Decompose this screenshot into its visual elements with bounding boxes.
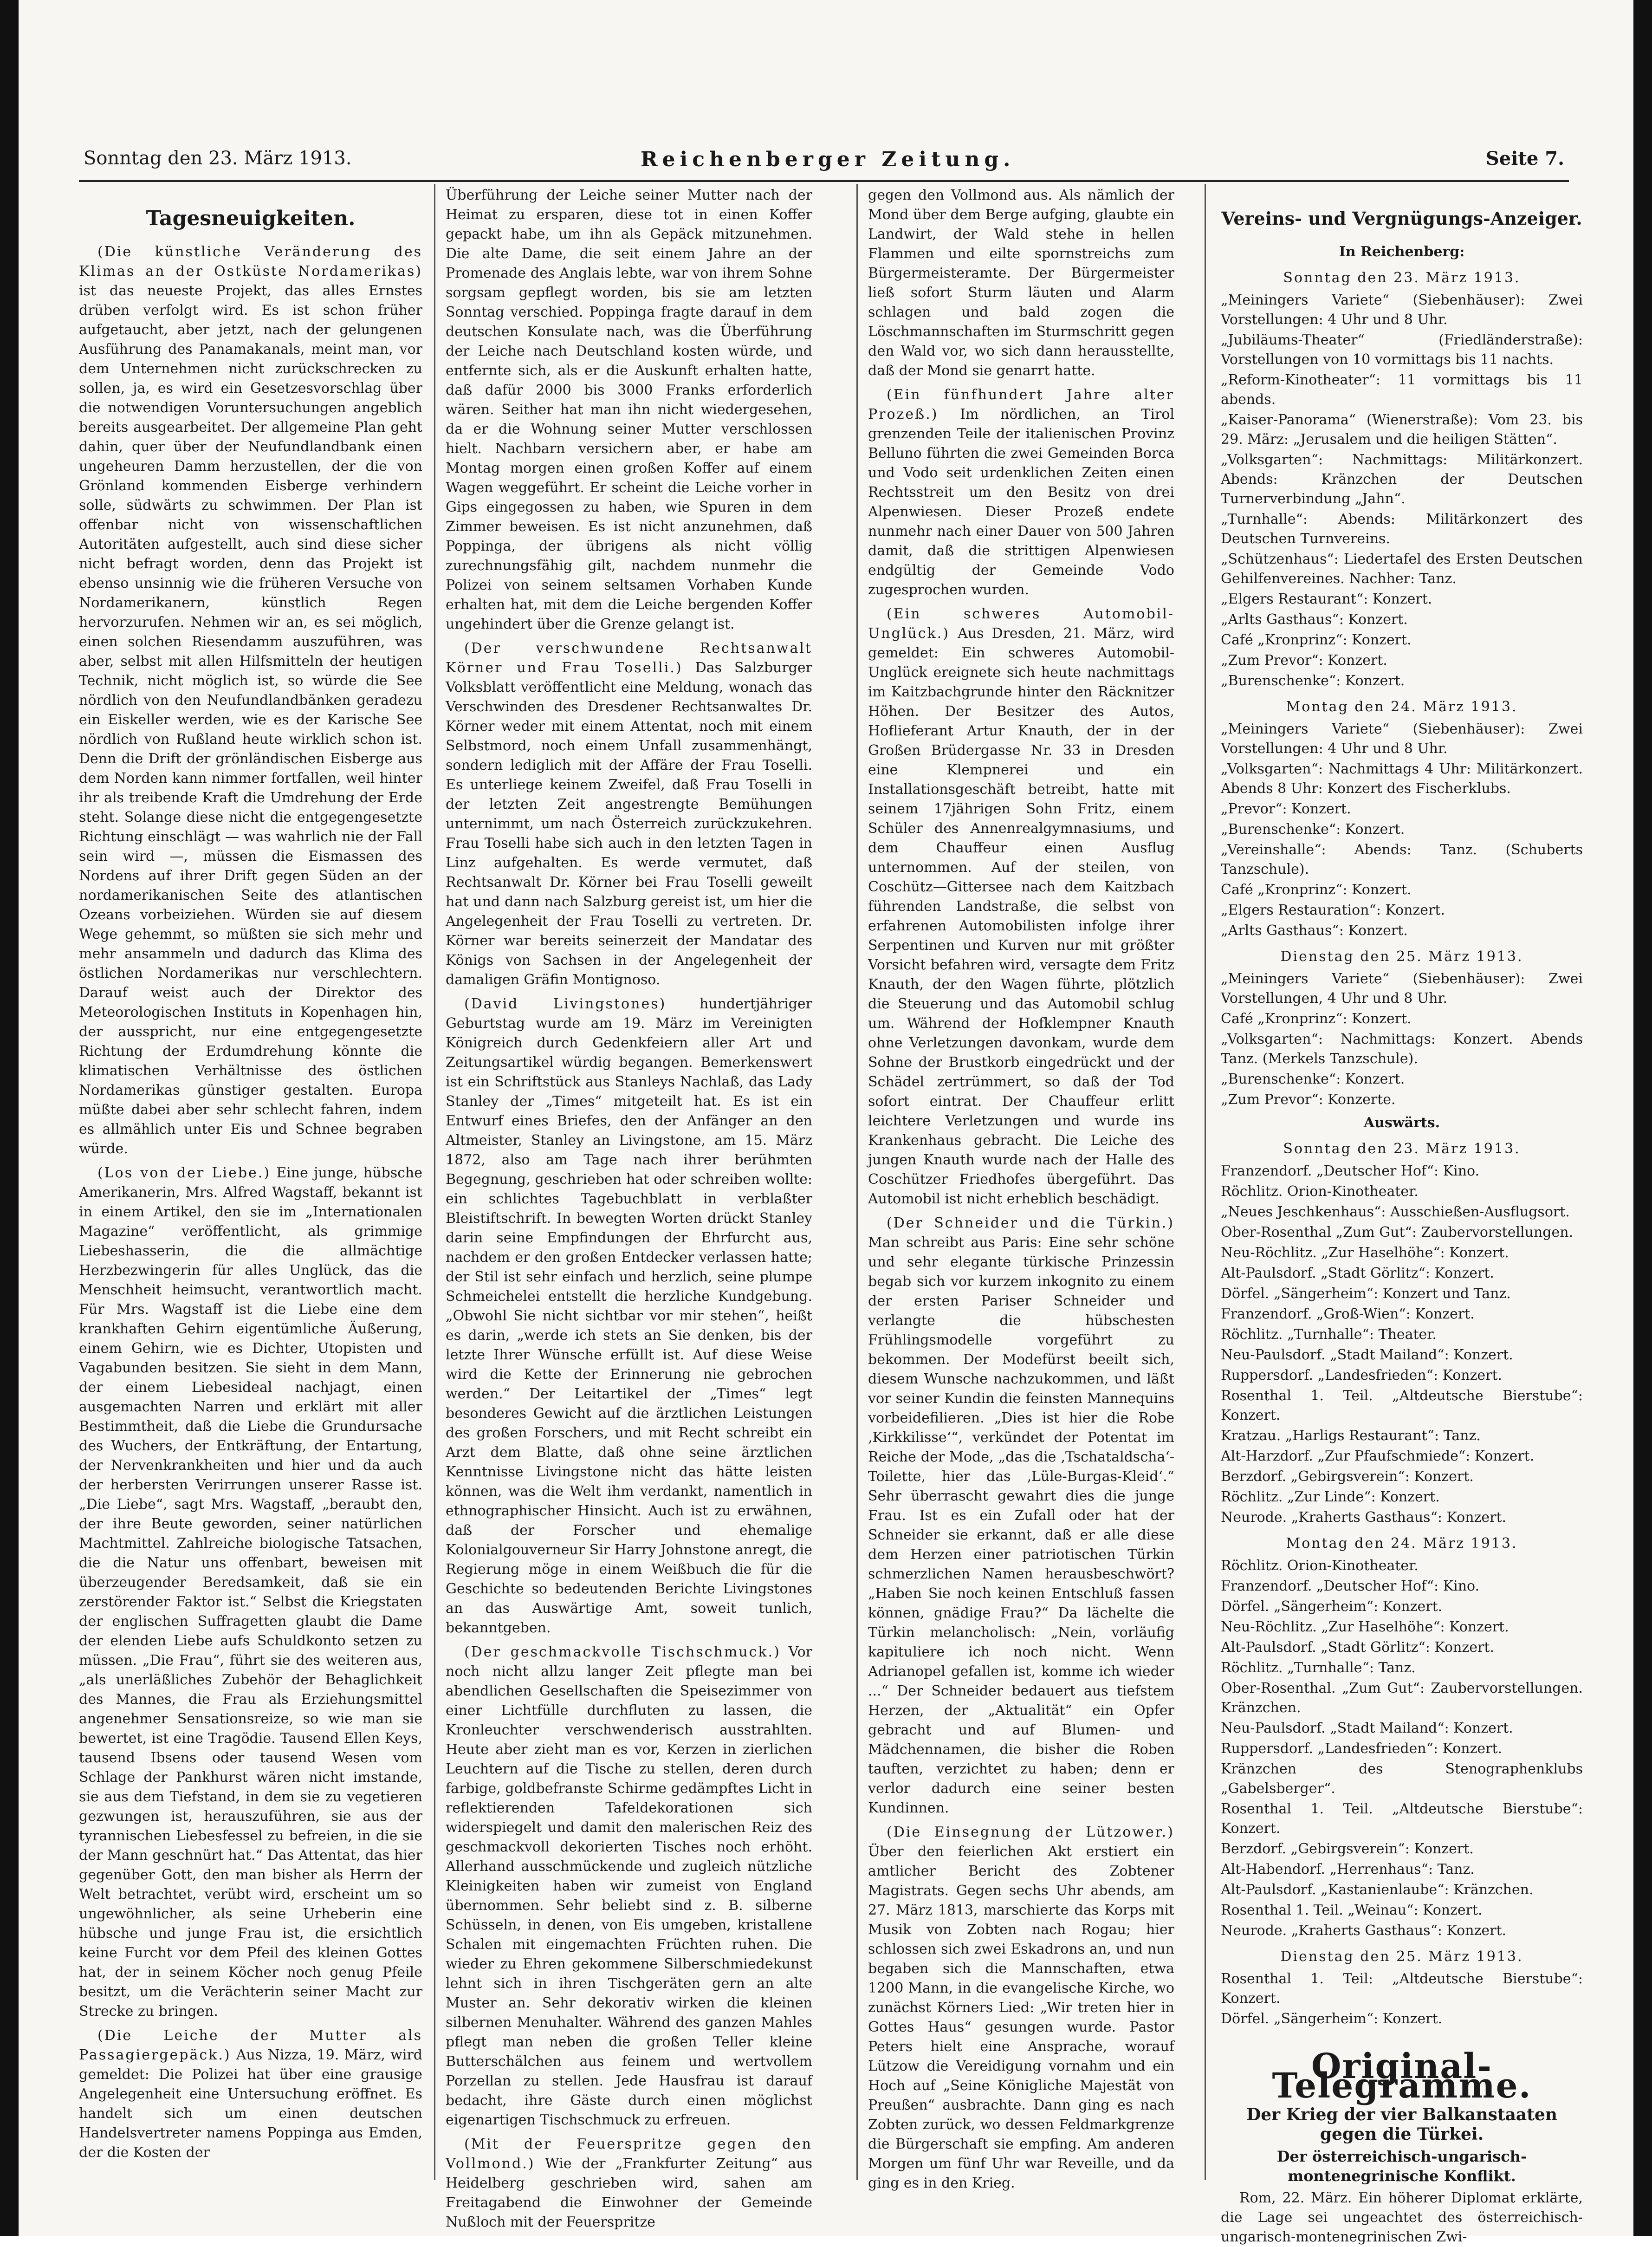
event-item: „Neues Jeschkenhaus“: Ausschießen-Ausflugsort. xyxy=(1221,1204,1570,1220)
article-body: Eine junge, hübsche Amerikanerin, Mrs. Alfred Wagstaff, bekannt ist in einem Artikel, den sie im „Internationalen Magazine“ veröffentlicht, als grimmige Liebeshasserin, die die allmächtige Herzbezwingerin für alles Unglück, das die Menschheit heimsucht, verantwortlich macht. Für Mrs. Wagstaff ist die Liebe eine dem krankhaften Gehirn eigentümliche Äußerung, einem Gehirn, wie es Dichter, Utopisten und Vagabunden besitzen. Sie sieht in dem Mann, der einem Liebesideal nachjagt, einen ausgemachten Narren und erklärt mit aller Bestimmtheit, daß die Liebe die Grundursache des Wuchers, der Entkräftung, der Entartung, der Nervenkrankheiten und hier und da auch der herbersten Verirrungen unserer Rasse ist. „Die Liebe“, sagt Mrs. Wagstaff, „beraubt den, der ihre Beute geworden, seiner natürlichen Machtmittel. Zahlreiche biologische Tatsachen, die die Natur uns offenbart, beweisen mit überzeugender Beredsamkeit, daß sie ein zerstörender Faktor ist.“ Selbst die Kriegstaten der englischen Suffragetten glaubt die Dame der elenden Liebe aufs Schuldkonto setzen zu müssen. „Die Frau“, führt sie des weiteren aus, „als unerläßliches Zubehör der Behaglichkeit des Mannes, die Frau als Erziehungsmittel angenehmer Sensationsreize, so wie man sie bewertet, ist eine Tragödie. Tausend Ellen Keys, tausend Ibsens oder tausend Wesen vom Schlage der Pankhurst wären nicht imstande, sie aus dem Tiefstand, in dem sie zu vegetieren gezwungen ist, herauszuführen, sie aus der tyrannischen Liebesfessel zu befreien, in die sie der Mann geschnürt hat.“ Das Attentat, das hier gegenüber Gott, den man bisher als Herrn der Welt betrachtet, verübt wird, erscheint um so ungewöhnlicher, als seine Urheberin eine hübsche und junge Frau ist, die ersichtlich keine Furcht vor dem Pfeil des kleinen Gottes hat, der in seinem Köcher noch genug Pfeile besitzt, um die Verächterin seiner Macht zur Strecke zu bringen. xyxy=(79,1165,422,2020)
event-item: Neurode. „Kraherts Gasthaus“: Konzert. xyxy=(1221,1509,1507,1526)
telegram-subtitle: Der österreichisch-ungarisch-montenegrinische Konflikt. xyxy=(1276,2148,1527,2185)
event-item: Neurode. „Kraherts Gasthaus“: Konzert. xyxy=(1221,1922,1507,1939)
events-day-heading: Montag den 24. März 1913. xyxy=(1286,1535,1518,1552)
event-item: Neu-Röchlitz. „Zur Haselhöhe“: Konzert. xyxy=(1221,1245,1509,1261)
event-item: Berzdorf. „Gebirgsverein“: Konzert. xyxy=(1221,1468,1474,1485)
article xyxy=(446,639,812,990)
event-item: Alt-Paulsdorf. „Kastanienlaube“: Kränzchen. xyxy=(1221,1882,1534,1898)
events-title: Vereins- und Vergnügungs-Anzeiger. xyxy=(1221,208,1582,229)
events-day-heading: Sonntag den 23. März 1913. xyxy=(1283,270,1521,286)
event-list xyxy=(1221,720,1583,941)
event-item: Ruppersdorf. „Landesfrieden“: Konzert. xyxy=(1221,1740,1503,1757)
event-list xyxy=(1221,291,1583,691)
article xyxy=(79,242,422,1159)
event-item: „Arlts Gasthaus“: Konzert. xyxy=(1221,611,1408,628)
article-lead: (Die künstliche Veränderung des Klimas an der Ostküste Nordamerikas) xyxy=(79,244,422,279)
event-item: Dörfel. „Sängerheim“: Konzert und Tanz. xyxy=(1221,1286,1511,1302)
event-item: „Prevor“: Konzert. xyxy=(1221,801,1351,817)
column-2 xyxy=(446,186,812,2230)
event-item: Franzendorf. „Groß-Wien“: Konzert. xyxy=(1221,1306,1475,1322)
event-list xyxy=(1221,969,1583,1110)
section-title: Tagesneuigkeiten. xyxy=(146,207,356,230)
article xyxy=(868,385,1174,600)
event-item: Röchlitz. Orion-Kinotheater. xyxy=(1221,1183,1419,1200)
page-header xyxy=(84,148,1564,175)
event-item: „Schützenhaus“: Liedertafel des Ersten Deutschen Gehilfenvereines. Nachher: Tanz. xyxy=(1221,551,1583,587)
event-item: Neu-Paulsdorf. „Stadt Mailand“: Konzert. xyxy=(1221,1720,1513,1736)
article xyxy=(446,1643,812,2130)
article-lead: (Der Schneider und die Türkin.) xyxy=(887,1215,1174,1231)
event-item: „Kaiser-Panorama“ (Wienerstraße): Vom 23. bis 29. März: „Jerusalem und die heiligen Stätten“. xyxy=(1221,412,1583,448)
event-item: „Elgers Restauration“: Konzert. xyxy=(1221,902,1445,918)
event-item: „Volksgarten“: Nachmittags: Militärkonzert. Abends: Kränzchen der Deutschen Turnerverbindung „Jahn“. xyxy=(1221,452,1583,507)
header-rule xyxy=(79,180,1569,182)
event-item: Rosenthal 1. Teil. „Weinau“: Konzert. xyxy=(1221,1902,1483,1918)
event-item: Alt-Paulsdorf. „Stadt Görlitz“: Konzert. xyxy=(1221,1265,1494,1281)
event-item: „Jubiläums-Theater“ (Friedländerstraße): Vorstellungen von 10 vormittags bis 11 nachts. xyxy=(1221,332,1583,368)
event-item: „Reform-Kinotheater“: 11 vormittags bis 11 abends. xyxy=(1221,372,1583,408)
event-item: Dörfel. „Sängerheim“: Konzert. xyxy=(1221,1598,1443,1615)
article-lead: (David Livingstones) xyxy=(464,996,667,1012)
event-item: „Vereinshalle“: Abends: Tanz. (Schuberts Tanzschule). xyxy=(1221,842,1583,877)
article-continuation: gegen den Vollmond aus. Als nämlich der Mond über dem Berge aufging, glaubte ein Landwirt, der Wald stehe in hellen Flammen und eilte spornstreichs zum Bürgermeisteramte. Der Bürgermeister ließ sofort Sturm läuten und Alarm schlagen und bald zogen die Löschmannschaften im Sturmschritt gegen den Wald vor, wo sich dann herausstellte, daß der Mond sie genarrt hatte. xyxy=(868,187,1174,379)
article-lead: (Die Leiche der Mutter als Passagiergepäck.) xyxy=(79,2027,422,2063)
event-item: Café „Kronprinz“: Konzert. xyxy=(1221,882,1412,898)
events-outside-heading: Auswärts. xyxy=(1363,1115,1440,1131)
article-lead: (Ein fünfhundert Jahre alter Prozeß.) xyxy=(868,387,1174,422)
article xyxy=(868,604,1174,1209)
event-item: Ruppersdorf. „Landesfrieden“: Konzert. xyxy=(1221,1367,1503,1383)
event-item: Alt-Habendorf. „Herrenhaus“: Tanz. xyxy=(1221,1861,1475,1877)
event-item: Berzdorf. „Gebirgsverein“: Konzert. xyxy=(1221,1841,1474,1857)
event-item: Röchlitz. „Zur Linde“: Konzert. xyxy=(1221,1489,1440,1505)
event-item: „Turnhalle“: Abends: Militärkonzert des Deutschen Turnvereins. xyxy=(1221,511,1583,547)
event-item: „Meiningers Variete“ (Siebenhäuser): Zwei Vorstellungen: 4 Uhr und 8 Uhr. xyxy=(1221,721,1583,757)
event-item: Rosenthal 1. Teil. „Altdeutsche Bierstube“: Konzert. xyxy=(1221,1801,1583,1837)
article-lead: (Der geschmackvolle Tischschmuck.) xyxy=(464,1644,781,1660)
article-body: Im nördlichen, an Tirol grenzenden Teile der italienischen Provinz Belluno führten die zwei Gemeinden Borca und Vodo seit urdenklichen Zeiten einen Rechtsstreit um den Besitz von drei Alpenwiesen. Dieser Prozeß endete nunmehr nach einer Dauer von 500 Jahren damit, daß die strittigen Alpenwiesen endgültig der Gemeinde Vodo zugesprochen wurden. xyxy=(868,406,1174,598)
article-body: Aus Dresden, 21. März, wird gemeldet: Ein schweres Automobil-Unglück ereignete sich heute nachmittags im Kaitzbachgrunde hinter den Räcknitzer Höhen. Der Besitzer des Autos, Hoflieferant Artur Knauth, der in der Großen Brüdergasse Nr. 33 in Dresden eine Klempnerei und ein Installationsgeschäft betreibt, hatte mit seinem 17jährigen Sohn Fritz, einem Schüler des Annenrealgymnasiums, und dem Chauffeur einen Ausflug unternommen. Auf der steilen, von Coschütz—Gittersee nach dem Kaitzbach führenden Landstraße, die selbst von erfahrenen Automobilisten infolge ihrer Serpentinen und Kurven nur mit größter Vorsicht befahren wird, versagte dem Fritz Knauth, der den Wagen führte, plötzlich die Steuerung und das Automobil schlug um. Während der Hofklempner Knauth ohne Verletzungen davonkam, wurde dem Sohne der Brustkorb eingedrückt und der Schädel zertrümmert, so daß der Tod sofort eintrat. Der Chauffeur erlitt leichtere Verletzungen und wurde ins Krankenhaus gebracht. Die Leiche des jungen Knauth wurde nach der Halle des Coschützer Friedhofes übergeführt. Das Automobil ist nicht erheblich beschädigt. xyxy=(868,625,1174,1207)
event-item: Ober-Rosenthal „Zum Gut“: Zaubervorstellungen. xyxy=(1221,1224,1574,1240)
event-item: Franzendorf. „Deutscher Hof“: Kino. xyxy=(1221,1578,1480,1594)
article-lead: (Mit der Feuerspritze gegen den Vollmond.) xyxy=(446,2136,812,2172)
event-item: Neu-Röchlitz. „Zur Haselhöhe“: Konzert. xyxy=(1221,1619,1509,1635)
article-body: hundertjähriger Geburtstag wurde am 19. März im Vereinigten Königreich durch Gedenkfeiern aller Art und Zeitungsartikel würdig begangen. Bemerkenswert ist ein Schriftstück aus Stanleys Nachlaß, das Lady Stanley der „Times“ mitgeteilt hat. Es ist ein Entwurf eines Briefes, den der Anfänger an den Altmeister, Stanley an Livingstone, am 15. März 1872, also am Tage nach ihrer berühmten Begegnung, geschrieben hat oder schreiben wollte: ein schlichtes Tagebuchblatt in verblaßter Bleistiftschrift. In bewegten Worten drückt Stanley darin seine Empfindungen der Ehrfurcht aus, nachdem er den großen Entdecker verlassen hatte; der Stil ist sehr einfach und herzlich, seine plumpe Schmeichelei entstellt die herzliche Kundgebung. „Obwohl Sie nicht sichtbar vor mir stehen“, heißt es darin, „werde ich stets an Sie denken, bis der letzte Ihrer Wünsche erfüllt ist. Auf diese Weise wird die Kette der Erinnerung nie gebrochen werden.“ Der Leitartikel der „Times“ legt besonderes Gewicht auf die ärztlichen Leistungen des großen Forschers, und mit Recht schreibt ein Arzt dem Blatte, daß ohne seine ärztlichen Kenntnisse Livingstone nicht das hätte leisten können, was die Welt ihm verdankt, namentlich in ethnographischer Hinsicht. Auch ist zu erwähnen, daß der Forscher und ehemalige Kolonialgouverneur Sir Harry Johnstone anregt, die Regierung möge in einem Weißbuch die für die Geschichte so bedeutenden Berichte Livingstones an das Auswärtige Amt, soweit tunlich, bekanntgeben. xyxy=(446,996,812,1636)
event-item: Röchlitz. „Turnhalle“: Tanz. xyxy=(1221,1660,1416,1676)
event-item: Alt-Harzdorf. „Zur Pfaufschmiede“: Konzert. xyxy=(1221,1448,1535,1464)
events-day-heading: Dienstag den 25. März 1913. xyxy=(1280,1948,1523,1965)
event-item: „Zum Prevor“: Konzert. xyxy=(1221,652,1387,669)
article xyxy=(79,1163,422,2021)
event-item: „Meiningers Variete“ (Siebenhäuser): Zwei Vorstellungen: 4 Uhr und 8 Uhr. xyxy=(1221,292,1583,328)
events-local-heading: In Reichenberg: xyxy=(1339,244,1465,260)
event-item: „Zum Prevor“: Konzerte. xyxy=(1221,1091,1396,1108)
telegram-body: Rom, 22. März. Ein höherer Diplomat erklärte, die Lage sei ungeachtet des österreichisch-ungarisch-montenegrinischen Zwi- xyxy=(1221,2190,1583,2245)
column-4 xyxy=(1221,186,1583,2245)
event-item: Neu-Paulsdorf. „Stadt Mailand“: Konzert. xyxy=(1221,1347,1513,1363)
event-item: Alt-Paulsdorf. „Stadt Görlitz“: Konzert. xyxy=(1221,1639,1494,1656)
event-item: Dörfel. „Sängerheim“: Konzert. xyxy=(1221,2011,1443,2027)
event-item: Röchlitz. Orion-Kinotheater. xyxy=(1221,1558,1419,1574)
event-item: „Burenschenke“: Konzert. xyxy=(1221,1071,1405,1087)
event-item: „Burenschenke“: Konzert. xyxy=(1221,673,1405,689)
event-item: Rosenthal 1. Teil: „Altdeutsche Bierstube“: Konzert. xyxy=(1221,1971,1583,2007)
event-item: „Volksgarten“: Nachmittags 4 Uhr: Militärkonzert. Abends 8 Uhr: Konzert des Fischerklubs. xyxy=(1221,761,1583,797)
column-separator xyxy=(434,184,435,2180)
event-item: Kränzchen des Stenographenklubs „Gabelsberger“. xyxy=(1221,1761,1583,1797)
article xyxy=(446,994,812,1638)
event-item: Café „Kronprinz“: Konzert. xyxy=(1221,632,1412,648)
article-body: ist das neueste Projekt, das alles Ernstes drüben verfolgt wird. Es ist schon früher aufgetaucht, aber jetzt, nach der gelungenen Ausführung des Panamakanals, meint man, vor dem Unternehmen nicht zurückschrecken zu sollen, ja, es wird ein Gesetzesvorschlag über die notwendigen Voruntersuchungen angeblich bereits ausgearbeitet. Der allgemeine Plan geht dahin, quer über der Neufundlandbank einen ungeheuren Damm herzustellen, der die von Grönland kommenden Eisberge verhindern solle, südwärts zu schwimmen. Der Plan ist offenbar nicht von wissenschaftlichen Autoritäten aufgestellt, auch sind diese sicher nicht befragt worden, denn das Projekt ist ebenso unsinnig wie die früheren Versuche von Nordamerikanern, künstlich Regen hervorzurufen. Nehmen wir an, es sei möglich, einen solchen Riesendamm auszuführen, was aber, selbst mit allen Hilfsmitteln der heutigen Technik, nicht möglich ist, so würde die See nördlich von den Neufundlandbänken geradezu ein Eiskeller werden, wie es der Karische See nördlich von Rußland heute wirklich schon ist. Denn die Drift der grönländischen Eisberge aus dem Norden kann nimmer fortfallen, weil hinter ihr als treibende Kraft die Umdrehung der Erde steht. Solange diese nicht die entgegengesetzte Richtung einschlägt — was wahrlich nie der Fall sein wird —, müssen die Eismassen des Nordens auf ihrer Drift gegen Süden an der nordamerikanischen Seite des atlantischen Ozeans vorbeiziehen. Würden sie auf diesem Wege gehemmt, so müßten sie sich mehr und mehr ansammeln und dadurch das Klima des östlichen Nordamerikas nur verschlechtern. Darauf weist auch der Direktor des Meteorologischen Instituts in Kopenhagen hin, der ausspricht, nur eine entgegengesetzte Richtung der Erdumdrehung könnte die klimatischen Verhältnisse des östlichen Nordamerikas günstiger gestalten. Europa müßte dabei aber sehr schlecht fahren, indem es allmählich unter Eis und Schnee begraben würde. xyxy=(79,283,422,1157)
events-day-heading: Montag den 24. März 1913. xyxy=(1286,699,1518,715)
article-lead: (Los von der Liebe.) xyxy=(97,1165,271,1181)
article-lead: (Der verschwundene Rechtsanwalt Körner und Frau Toselli.) xyxy=(446,640,812,676)
telegram-title: Original-Telegramme. xyxy=(1272,2046,1532,2106)
scan-border-left xyxy=(0,0,19,2236)
header-date: Sonntag den 23. März 1913. xyxy=(84,148,352,169)
column-separator xyxy=(1205,184,1206,2180)
article xyxy=(446,2135,812,2232)
event-item: Rosenthal 1. Teil. „Altdeutsche Bierstube“: Konzert. xyxy=(1221,1388,1583,1423)
article xyxy=(868,1214,1174,1818)
event-item: „Volksgarten“: Nachmittags: Konzert. Abends Tanz. (Merkels Tanzschule). xyxy=(1221,1031,1583,1067)
events-day-heading: Sonntag den 23. März 1913. xyxy=(1283,1141,1521,1157)
article-body: Das Salzburger Volksblatt veröffentlicht eine Meldung, wonach das Verschwinden des Dresdener Rechtsanwaltes Dr. Körner weder mit einem Attentat, noch mit einem Selbstmord, noch einem Unfall zusammenhängt, sondern lediglich mit der Affäre der Frau Toselli. Es unterliege keinem Zweifel, daß Frau Toselli in der letzten Zeit angestrengte Bemühungen unternimmt, um nach Österreich zurückzukehren. Frau Toselli habe sich auch in den letzten Tagen in Linz aufgehalten. Es werde vermutet, daß Rechtsanwalt Dr. Körner bei Frau Toselli geweilt hat und dann nach Salzburg gereist ist, um hier die Angelegenheit der Frau Toselli zu vertreten. Dr. Körner war bereits seinerzeit der Mandatar des Königs von Sachsen in der Angelegenheit der damaligen Gräfin Montignoso. xyxy=(446,660,812,988)
event-list xyxy=(1221,1556,1583,1941)
article-lead: (Ein schweres Automobil-Unglück.) xyxy=(868,606,1174,642)
event-item: „Meiningers Variete“ (Siebenhäuser): Zwei Vorstellungen, 4 Uhr und 8 Uhr. xyxy=(1221,971,1583,1007)
event-item: „Burenschenke“: Konzert. xyxy=(1221,821,1405,838)
event-item: Ober-Rosenthal. „Zum Gut“: Zaubervorstellungen. Kränzchen. xyxy=(1221,1680,1583,1716)
header-masthead: Reichenberger Zeitung. xyxy=(641,148,1015,171)
header-page-number: Seite 7. xyxy=(1485,148,1564,169)
event-list xyxy=(1221,1162,1583,1527)
article-continuation: Überführung der Leiche seiner Mutter nach der Heimat zu ersparen, diese tot in einen Koffer gepackt habe, um ihn als Gepäck mitzunehmen. Die alte Dame, die seit einem Jahre an der Promenade des Anglais lebte, war von ihrem Sohne sorgsam gepflegt worden, bis sie am letzten Sonntag verschied. Poppinga fragte darauf in dem deutschen Konsulate nach, was die Überführung der Leiche nach Deutschland kosten würde, und entfernte sich, als er die Auskunft erhalten hatte, daß dafür 2000 bis 3000 Franks erforderlich wären. Seither hat man ihn nicht wiedergesehen, da er die Wohnung seiner Mutter verschlossen hielt. Nachbarn versichern aber, er habe am Montag morgen einen großen Koffer auf einem Wagen weggeführt. Er scheint die Leiche vorher in Gips eingegossen zu haben, wie Spuren in dem Zimmer beweisen. Es ist nicht anzunehmen, daß Poppinga, der übrigens als nicht völlig zurechnungsfähig gilt, nachdem nunmehr die Polizei von seinem seltsamen Vorhaben Kunde erhalten hat, mit dem die Leiche bergenden Koffer ungehindert über die Grenze gelangt ist. xyxy=(446,187,812,632)
article-lead: (Die Einsegnung der Lützower.) xyxy=(887,1824,1174,1840)
article xyxy=(79,2026,422,2163)
scan-border-right xyxy=(1633,0,1652,2236)
column-1 xyxy=(79,186,422,2182)
event-item: Café „Kronprinz“: Konzert. xyxy=(1221,1011,1412,1027)
event-item: Kratzau. „Harligs Restaurant“: Tanz. xyxy=(1221,1428,1481,1444)
event-item: „Elgers Restaurant“: Konzert. xyxy=(1221,591,1432,607)
event-item: Röchlitz. „Turnhalle“: Theater. xyxy=(1221,1326,1437,1343)
article xyxy=(868,1823,1174,2193)
event-item: „Arlts Gasthaus“: Konzert. xyxy=(1221,922,1408,939)
article-body: Vor noch nicht allzu langer Zeit pflegte man bei abendlichen Gesellschaften die Speisezimmer von einer Lichtfülle durchfluten zu lassen, die Kronleuchter verschwenderisch ausstrahlten. Heute aber zieht man es vor, Kerzen in zierlichen Leuchtern auf die Tische zu stellen, deren durch farbige, goldbefranste Schirme gedämpftes Licht in reflektierenden Tafeldekorationen sich widerspiegelt und damit den malerischen Reiz des geschmackvoll dekorierten Tisches noch erhöht. Allerhand ausschmückende und zugleich nützliche Kleinigkeiten haben wir zumeist von England übernommen. Sehr beliebt sind z. B. silberne Schüsseln, in denen, von Eis umgeben, kristallene Schalen mit eingemachten Früchten ruhen. Die wieder zu Ehren gekommene Silberschmiedekunst lehnt sich in ihren Tischgeräten gern an alte Muster an. Sehr dekorativ wirken die kleinen silbernen Menuhalter. Während des ganzen Mahles pflegt man neben die großen Teller kleine Butterschälchen aus feinem und wertvollem Porzellan zu stellen. Jede Hausfrau ist darauf bedacht, ihre Gäste durch einen möglichst eigenartigen Tischschmuck zu erfreuen. xyxy=(446,1644,812,2128)
article-body: Wie der „Frankfurter Zeitung“ aus Heidelberg geschrieben wird, sahen am Freitagabend die Einwohner der Gemeinde Nußloch mit der Feuerspritze xyxy=(446,2156,812,2230)
event-list xyxy=(1221,1969,1583,2029)
telegram-subtitle: Der Krieg der vier Balkanstaaten gegen die Türkei. xyxy=(1246,2105,1557,2144)
article-body: Über den feierlichen Akt erstiert ein amtlicher Bericht des Zobtener Magistrats. Gegen sechs Uhr abends, am 27. März 1813, marschierte das Korps mit Musik von Zobten nach Rogau; hier schlossen sich zwei Eskadrons an, und nun begaben sich die Mannschaften, etwa 1200 Mann, in die evangelische Kirche, wo zunächst Körners Lied: „Wir treten hier in Gottes Haus“ gesungen wurde. Pastor Peters hielt eine Ansprache, worauf Lützow die Vereidigung vornahm und ein Hoch auf „Seine Königliche Majestät von Preußen“ ausbrachte. Dann ging es nach Zobten zurück, wo dessen Feldmarkgrenze die Bürgerschaft sie empfing. Am anderen Morgen um fünf Uhr war Reveille, und da ging es in den Krieg. xyxy=(868,1844,1174,2191)
article-body: Man schreibt aus Paris: Eine sehr schöne und sehr elegante türkische Prinzessin begab sich vor kurzem inkognito zu einem der ersten Pariser Schneider und verlangte die hübschesten Frühlingsmodelle vorgeführt zu bekommen. Der Modefürst beeilt sich, diesem Wunsche nachzukommen, und läßt vor seiner Kundin die feinsten Mannequins vorbeidefilieren. „Dies ist hier die Robe ‚Kirkkilisse‘“, verkündet der Potentat im Reiche der Mode, „das die ‚Tschataldscha‘-Toilette, hier das ‚Lüle-Burgas-Kleid‘.“ Sehr überrascht gewahrt dies die junge Frau. Ist es ein Zufall oder hat der Schneider sie erkannt, daß er alle diese dem Herzen einer patriotischen Türkin schmerzlichen Namen herausbeschwört? „Haben Sie noch keinen Entschluß fassen können, gnädige Frau?“ Da lächelte die Türkin melancholisch: „Nein, vorläufig kapituliere ich noch nicht. Wenn Adrianopel gefallen ist, komme ich wieder ...“ Der Schneider bedauert aus tiefstem Herzen, der „Aktualität“ ein Opfer gebracht und auf Blumen- und Mädchennamen, die bisher die Roben tauften, verzichtet zu haben; denn er verlor dadurch eine seiner besten Kundinnen. xyxy=(868,1234,1174,1816)
event-item: Franzendorf. „Deutscher Hof“: Kino. xyxy=(1221,1163,1480,1179)
events-day-heading: Dienstag den 25. März 1913. xyxy=(1280,948,1523,965)
column-3 xyxy=(868,186,1174,2191)
column-separator xyxy=(856,184,858,2180)
article-body: Aus Nizza, 19. März, wird gemeldet: Die Polizei hat über eine grausige Angelegenheit eine Untersuchung eröffnet. Es handelt sich um einen deutschen Handelsvertreter namens Poppinga aus Emden, der die Kosten der xyxy=(79,2047,422,2161)
